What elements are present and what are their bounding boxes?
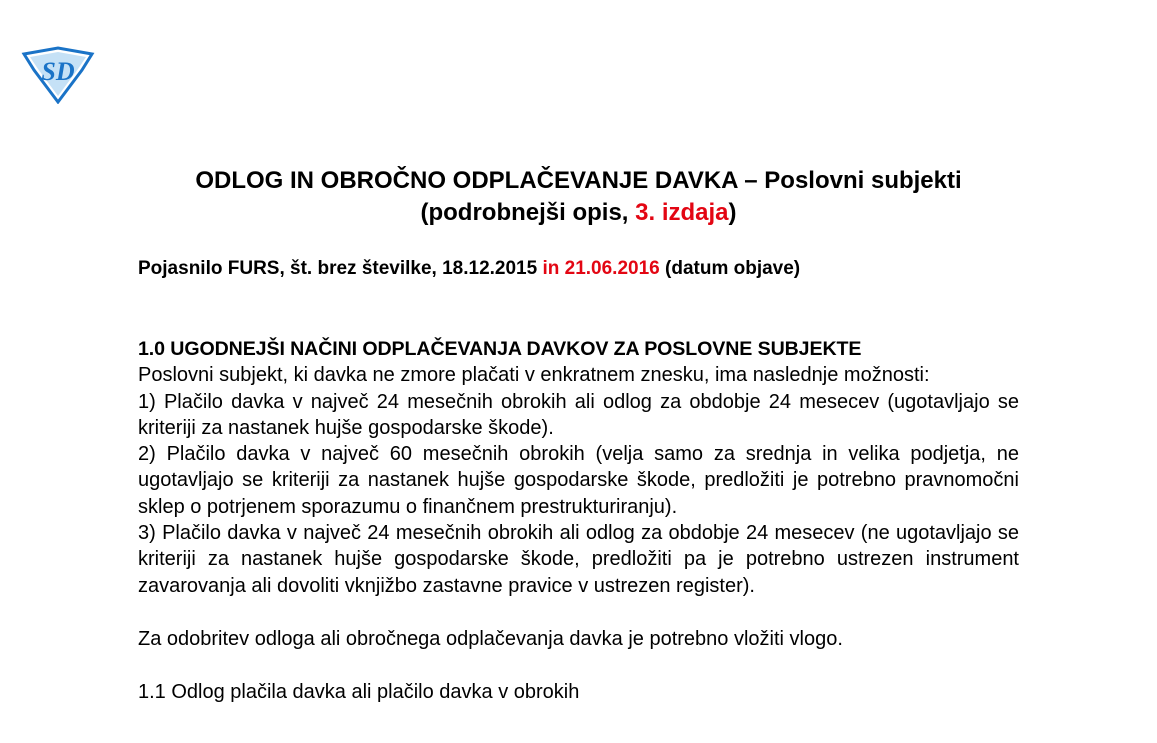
title-edition-suffix: ) <box>728 199 737 226</box>
option-item-2: 2) Plačilo davka v največ 60 mesečnih obrokih (velja samo za srednja in velika podjetja, ne ugotavljajo se kriteriji za nastanek hujše gospodarske škode, predložiti je potrebno pravnomočni sklep o potrjenem sporazumu o finančnem prestrukturiranju). <box>138 443 1019 518</box>
title-edition-prefix: (podrobnejši opis, <box>420 199 636 226</box>
option-item-1: 1) Plačilo davka v največ 24 mesečnih obrokih ali odlog za obdobje 24 mesecev (ugotavljajo se kriteriji za nastanek hujše gospodarske škode). <box>138 390 1019 439</box>
paragraph-spacer <box>138 599 1019 626</box>
document-subtitle <box>138 257 800 281</box>
section-intro: Poslovni subjekt, ki davka ne zmore plačati v enkratnem znesku, ima naslednje možnosti: <box>138 364 930 387</box>
next-section-heading: 1.1 Odlog plačila davka ali plačilo davka v obrokih <box>138 681 580 704</box>
section-heading: 1.0 UGODNEJŠI NAČINI ODPLAČEVANJA DAVKOV ZA POSLOVNE SUBJEKTE <box>138 338 862 360</box>
sd-shield-logo-icon <box>20 46 96 104</box>
title-line-2 <box>0 197 1157 229</box>
closing-paragraph: Za odobritev odloga ali obročnega odplačevanja davka je potrebno vložiti vlogo. <box>138 627 843 650</box>
svg-text:SD: SD <box>41 57 75 86</box>
title-edition: 3. izdaja <box>635 199 729 226</box>
title-line-1: ODLOG IN OBROČNO ODPLAČEVANJE DAVKA – Poslovni subjekti <box>195 167 962 194</box>
subtitle-update-date: in 21.06.2016 <box>542 258 660 279</box>
subtitle-tail: (datum objave) <box>659 258 801 279</box>
document-title <box>0 165 1157 229</box>
document-body <box>138 336 1019 706</box>
subtitle-main: Pojasnilo FURS, št. brez številke, 18.12.2015 <box>138 258 543 279</box>
option-item-3: 3) Plačilo davka v največ 24 mesečnih obrokih ali odlog za obdobje 24 mesecev (ne ugotavljajo se kriteriji za nastanek hujše gospodarske škode, predložiti pa je potrebno ustrezen instrument zavarovanja ali dovoliti vknjižbo zastavne pravice v ustrezen register). <box>138 522 1019 597</box>
